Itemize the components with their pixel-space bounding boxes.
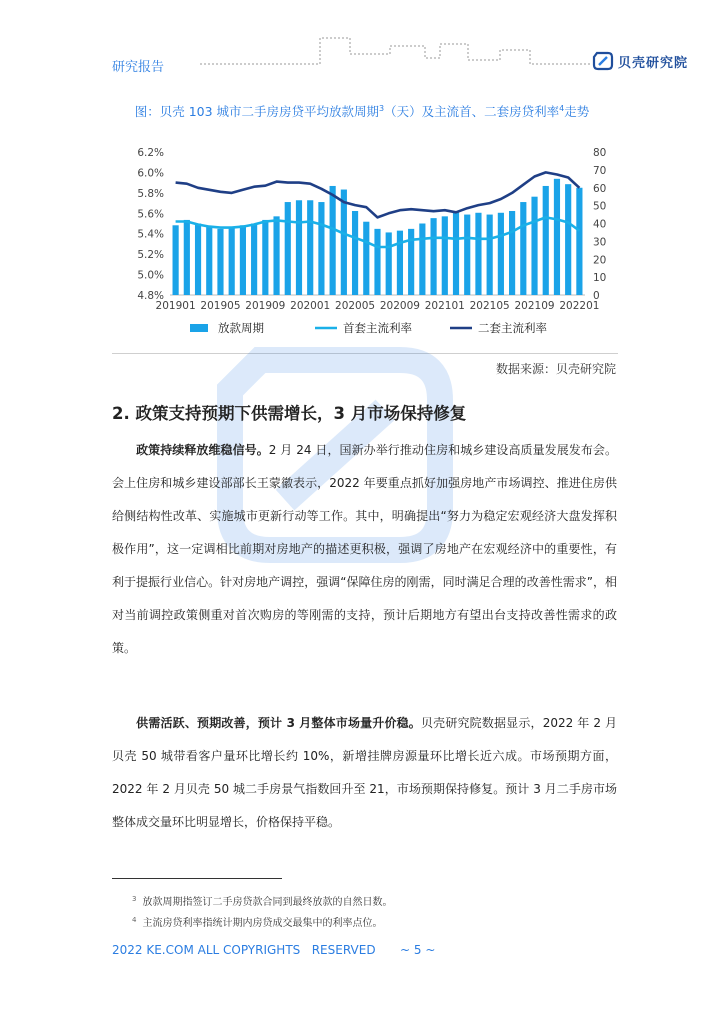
bar-loan-cycle: [296, 200, 302, 295]
bar-loan-cycle: [330, 186, 336, 295]
right-axis-tick-label: 20: [593, 254, 607, 267]
paragraph-body: 2 月 24 日，国新办举行推动住房和城乡建设高质量发展发布会。会上住房和城乡建设部部长王蒙徽表示，2022 年要重点抓好加强房地产市场调控、推进住房供给侧结构性改革、实施城市更新行动等工作。其中，明确提出“努力为稳定宏观经济大盘发挥积极作用”，这一定调相比前期对房地产的描述更积极，强调了房地产在宏观经济中的重要性，有利于提振行业信心。针对房地产调控，强调“保障住房的刚需，同时满足合理的改善性需求”，相对当前调控政策侧重对首次购房的等刚需的支持，预计后期地方有望出台支持改善性需求的政策。: [112, 443, 617, 655]
legend-label: 二套主流利率: [478, 321, 547, 335]
skyline-decoration: [200, 36, 590, 76]
bar-loan-cycle: [195, 224, 201, 296]
footnote-3: [132, 893, 392, 908]
bar-loan-cycle: [184, 220, 190, 295]
chart-title-main: 图：贝壳 103 城市二手房房贷平均放款周期: [134, 104, 380, 119]
bar-loan-cycle: [543, 186, 549, 295]
legend-label: 放款周期: [218, 321, 264, 335]
bar-loan-cycle: [240, 225, 246, 295]
paragraph-lead: 供需活跃、预期改善，预计 3 月整体市场量升价稳。: [136, 716, 421, 730]
x-axis-tick-label: 201905: [200, 300, 241, 312]
paragraph-policy: [112, 434, 617, 665]
bar-loan-cycle: [262, 220, 268, 295]
left-axis-tick-label: 5.0%: [137, 269, 164, 282]
footnote-text: 主流房贷利率指统计期内房贷成交最集中的利率点位。: [142, 918, 383, 929]
left-axis-tick-label: 6.0%: [137, 167, 164, 180]
right-axis-tick-label: 30: [593, 236, 607, 249]
bar-loan-cycle: [217, 229, 223, 295]
bar-loan-cycle: [520, 202, 526, 295]
footnote-divider: [112, 878, 282, 879]
bar-loan-cycle: [341, 190, 347, 295]
right-axis-tick-label: 50: [593, 200, 607, 213]
left-axis-tick-label: 5.6%: [137, 208, 164, 221]
bar-loan-cycle: [531, 197, 537, 295]
bar-loan-cycle: [430, 218, 436, 295]
footnote-ref-4: 4: [559, 103, 565, 113]
left-axis-tick-label: 5.8%: [137, 187, 164, 200]
bar-loan-cycle: [509, 211, 515, 295]
x-axis-tick-label: 202201: [559, 300, 600, 312]
left-axis-tick-label: 5.2%: [137, 249, 164, 262]
legend-label: 首套主流利率: [343, 321, 412, 335]
bar-loan-cycle: [419, 224, 425, 296]
report-type-label: 研究报告: [112, 60, 165, 75]
paragraph-market: [112, 707, 617, 839]
x-axis-tick-label: 202101: [424, 300, 465, 312]
data-source: 数据来源：贝壳研究院: [495, 362, 616, 376]
bar-loan-cycle: [386, 232, 392, 295]
right-axis-tick-label: 70: [593, 164, 607, 177]
line-second-home-rate: [176, 172, 580, 217]
x-axis-tick-label: 202005: [335, 300, 376, 312]
page-number: ~ 5 ~: [400, 943, 436, 957]
bar-loan-cycle: [273, 216, 279, 295]
bar-loan-cycle: [363, 222, 369, 295]
chart-divider: [112, 353, 618, 354]
footnote-4: [132, 914, 382, 929]
bar-loan-cycle: [442, 216, 448, 295]
bar-loan-cycle: [554, 179, 560, 295]
legend-swatch-bar: [190, 324, 208, 332]
chart-title-tail: 走势: [564, 104, 590, 119]
bar-loan-cycle: [475, 213, 481, 295]
bar-loan-cycle: [229, 227, 235, 295]
left-axis-tick-label: 5.4%: [137, 228, 164, 241]
bar-loan-cycle: [487, 215, 493, 295]
right-axis-tick-label: 40: [593, 218, 607, 231]
paragraph-body: 贝壳研究院数据显示，2022 年 2 月贝壳 50 城带看客户量环比增长约 10%，新增挂牌房源量环比增长近六成。市场预期方面，2022 年 2 月贝壳 50 城二手房景气指数回升至 21，市场预期保持修复。预计 3 月二手房市场整体成交量环比明显增长，价格保持平稳。: [112, 716, 617, 829]
brand-name: 贝壳研究院: [618, 55, 689, 71]
bar-loan-cycle: [206, 227, 212, 295]
right-axis-tick-label: 0: [593, 290, 600, 302]
left-axis-tick-label: 6.2%: [137, 147, 164, 159]
chart-title: [0, 102, 724, 120]
footnote-ref-3: 3: [379, 103, 385, 113]
section-heading: 2. 政策支持预期下供需增长，3 月市场保持修复: [112, 404, 467, 423]
bar-loan-cycle: [453, 211, 459, 295]
bar-loan-cycle: [464, 215, 470, 295]
bar-loan-cycle: [173, 225, 179, 295]
x-axis-tick-label: 202105: [469, 300, 510, 312]
loan-cycle-rate-chart: [130, 140, 640, 345]
left-axis-tick-label: 4.8%: [137, 290, 164, 302]
right-axis-tick-label: 10: [593, 272, 607, 285]
footer-copyright: 2022 KE.COM ALL COPYRIGHTS RESERVED: [112, 943, 376, 957]
brand-logo-icon: [592, 50, 614, 72]
bar-loan-cycle: [307, 200, 313, 295]
bar-loan-cycle: [397, 231, 403, 295]
footnote-mark: 3: [132, 894, 137, 903]
bar-loan-cycle: [318, 202, 324, 295]
right-axis-tick-label: 80: [593, 147, 607, 159]
chart-title-mid: （天）及主流首、二套房贷利率: [384, 104, 560, 119]
bar-loan-cycle: [251, 224, 257, 296]
x-axis-tick-label: 202009: [379, 300, 420, 312]
bar-loan-cycle: [285, 202, 291, 295]
footnote-mark: 4: [132, 915, 137, 924]
x-axis-tick-label: 201909: [245, 300, 286, 312]
bar-loan-cycle: [498, 213, 504, 295]
bar-loan-cycle: [565, 184, 571, 295]
x-axis-tick-label: 202109: [514, 300, 555, 312]
right-axis-tick-label: 60: [593, 182, 607, 195]
brand-logo: [592, 50, 688, 72]
bar-loan-cycle: [352, 211, 358, 295]
bar-loan-cycle: [576, 188, 582, 295]
footnote-text: 放款周期指签订二手房贷款合同到最终放款的自然日数。: [142, 897, 393, 908]
paragraph-lead: 政策持续释放维稳信号。: [136, 443, 269, 457]
x-axis-tick-label: 202001: [290, 300, 331, 312]
x-axis-tick-label: 201901: [155, 300, 196, 312]
bar-loan-cycle: [374, 229, 380, 295]
